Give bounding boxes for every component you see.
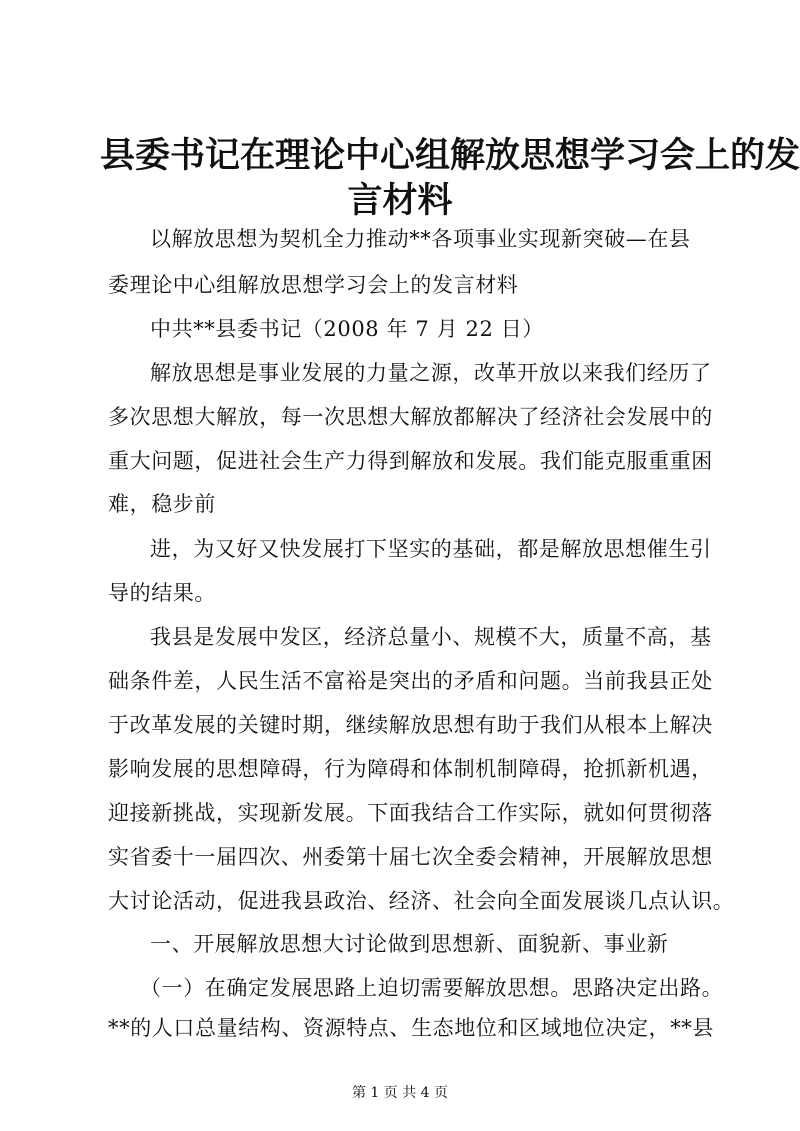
body-line: 础条件差，人民生活不富裕是突出的矛盾和问题。当前我县正处: [108, 669, 713, 693]
section-heading: 一、开展解放思想大讨论做到思想新、面貌新、事业新: [150, 932, 669, 956]
body-line: （一）在确定发展思路上迫切需要解放思想。思路决定出路。: [140, 976, 724, 1000]
body-line: 进，为又好又快发展打下坚实的基础，都是解放思想催生引: [150, 537, 712, 561]
body-line: 委理论中心组解放思想学习会上的发言材料: [108, 273, 519, 297]
page-number-footer: 第 1 页 共 4 页: [351, 1085, 449, 1101]
body-line: 解放思想是事业发展的力量之源，改革开放以来我们经历了: [150, 361, 712, 385]
body-line: 重大问题，促进社会生产力得到解放和发展。我们能克服重重困: [108, 449, 713, 473]
document-title-line-1: 县委书记在理论中心组解放思想学习会上的发: [100, 135, 800, 176]
body-line: 中共**县委书记（2008 年 7 月 22 日）: [150, 317, 544, 341]
document-title-line-2: 言材料: [347, 180, 453, 221]
body-line: 实省委十一届四次、州委第十届七次全委会精神，开展解放思想: [108, 845, 713, 869]
body-line: 以解放思想为契机全力推动**各项事业实现新突破—在县: [150, 227, 691, 251]
body-line: 多次思想大解放，每一次思想大解放都解决了经济社会发展中的: [108, 405, 713, 429]
body-line: 大讨论活动，促进我县政治、经济、社会向全面发展谈几点认识。: [108, 889, 735, 913]
body-line: 我县是发展中发区，经济总量小、规模不大，质量不高，基: [150, 625, 712, 649]
body-line: 难，稳步前: [108, 492, 216, 516]
body-line: **的人口总量结构、资源特点、生态地位和区域地位决定，**县: [108, 1016, 714, 1040]
body-line: 于改革发展的关键时期，继续解放思想有助于我们从根本上解决: [108, 713, 713, 737]
body-line: 导的结果。: [108, 581, 216, 605]
body-line: 迎接新挑战，实现新发展。下面我结合工作实际，就如何贯彻落: [108, 801, 713, 825]
body-line: 影响发展的思想障碍，行为障碍和体制机制障碍，抢抓新机遇，: [108, 757, 713, 781]
